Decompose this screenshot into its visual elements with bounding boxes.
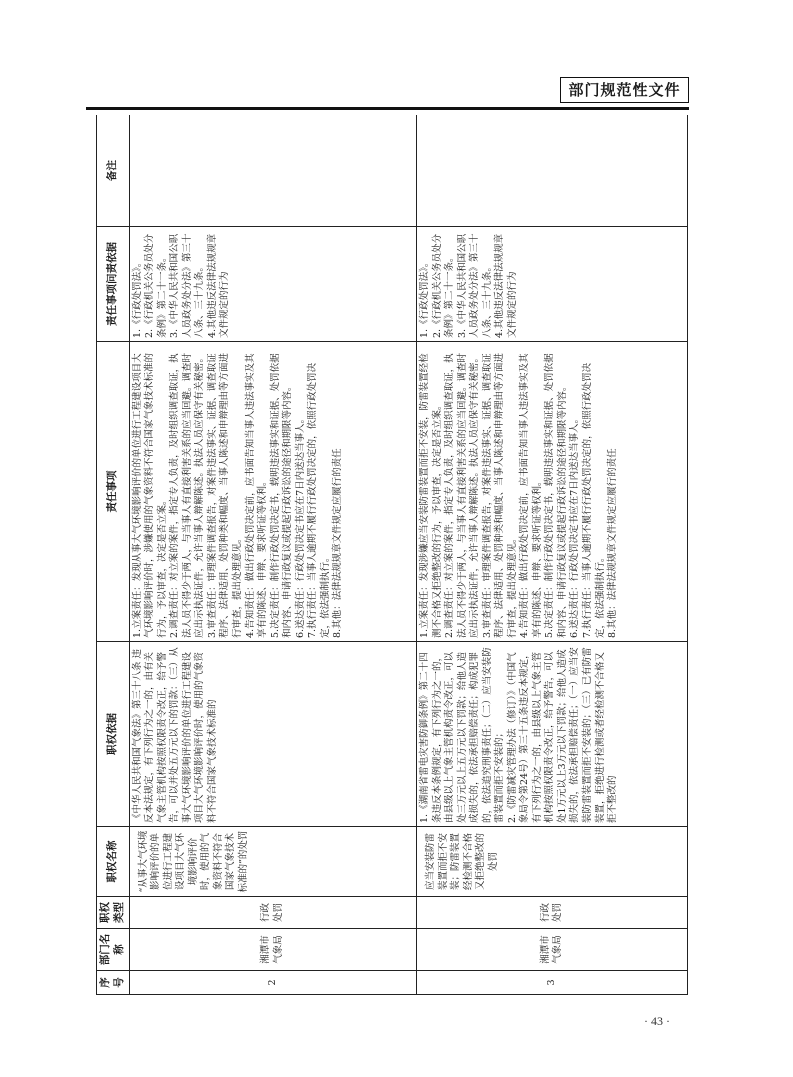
item-line: 8.其他：法律法规规章文件规定应履行的责任 xyxy=(332,448,344,638)
cell-name: 应当安装防雷装置而拒不安装；防雷装置经检测不合格又拒绝整改的处罚 xyxy=(417,827,688,897)
cell-items xyxy=(417,342,688,642)
item-line: 5.决定责任：制作行政处罚决定书，载明违法事实和证据、处罚依据和内容、申请行政复议或提起行政诉讼的途径和期限等内容。 xyxy=(544,353,568,638)
cell-resp-basis xyxy=(417,227,688,342)
page-number: · 43 · xyxy=(644,1014,670,1028)
resp-basis-line: 4.其他违反法律法规规章文件规定的行为 xyxy=(494,233,518,338)
page-header xyxy=(86,77,689,110)
item-line: 7.执行责任：当事人逾期不履行行政处罚决定的，依照行政处罚决定，依法强制执行。 xyxy=(307,362,331,638)
resp-basis-line: 4.其他违反法律法规规章文件规定的行为 xyxy=(206,233,231,338)
col-header-dept: 部门名称 xyxy=(97,929,130,971)
col-header-name: 职权名称 xyxy=(97,827,130,897)
item-line: 6.送达责任：行政处罚决定书应在7日内送达当事人。 xyxy=(294,413,306,638)
cell-basis xyxy=(417,642,688,827)
col-header-items: 责任事项 xyxy=(97,342,130,642)
document-category-badge: 部门规范性文件 xyxy=(560,77,689,103)
basis-line: 2.《防雷减灾管理办法（修订）》（中国气象局令第24号）第三十五条违反本规定，有下列行为之一的，由县级以上气象主管机构按照权限责令改正，给予警告，可以处1万元以上3万元以下罚款；给他人造成损失的，依法承担赔偿责任；（一）应当安装防雷装置而拒不安装的；（三）已有防雷装置，拒绝进行检测或者经检测不合格又拒不整改的 xyxy=(506,647,619,823)
cell-seq: 3 xyxy=(417,971,688,995)
item-line: 5.决定责任：制作行政处罚决定书，载明违法事实和证据、处罚依据和内容、申请行政复议或提起行政诉讼的途径和期限等内容。 xyxy=(269,353,294,638)
item-line: 7.执行责任：当事人逾期不履行行政处罚决定的，依照行政处罚决定，依法强制执行。 xyxy=(582,362,606,638)
resp-basis-line: 3.《中华人民共和国公职人员政务处分法》第三十八条、三十九条。 xyxy=(456,233,493,338)
item-line: 1.立案责任：发现涉嫌应当安装防雷装置而拒不安装，防雷装置经检测不合格又拒绝整改的行为，予以审查，决定是否立案。 xyxy=(419,353,443,638)
item-line: 4.告知责任：做出行政处罚决定前，应书面告知当事人违法事实及其享有的陈述、申辩、要求听证等权利。 xyxy=(519,353,543,638)
col-header-type: 职权类型 xyxy=(97,897,130,929)
col-header-remark: 备注 xyxy=(97,115,130,227)
cell-name: “从事大气环境影响评价的单位进行工程建设项目大气环境影响评价时，使用的气象资料不符合国家气象技术标准的”的处罚 xyxy=(129,827,416,897)
cell-type: 行政处罚 xyxy=(129,897,416,929)
item-line: 3.审查责任：审理案件调查报告，对案件违法事实、证据、调查取证程序、法律适用、处罚种类和幅度、当事人陈述和申辩理由等方面进行审查，提出处理意见。 xyxy=(481,352,518,638)
item-line: 1.立案责任：发现从事大气环境影响评价的单位进行工程建设项目大气环境影响评价时，涉嫌使用的气象资料不符合国家气象技术标准的行为，予以审查，决定是否立案。 xyxy=(131,352,168,638)
cell-dept: 湘潭市气象局 xyxy=(129,929,416,971)
cell-remark xyxy=(129,115,416,227)
col-header-basis: 职权依据 xyxy=(97,642,130,827)
cell-dept: 湘潭市气象局 xyxy=(417,929,688,971)
item-line: 4.告知责任：做出行政处罚决定前，应书面告知当事人违法事实及其享有的陈述、申辩、要求听证等权利。 xyxy=(244,353,269,638)
table-header-row xyxy=(97,115,130,995)
table-row xyxy=(129,115,416,995)
resp-basis-line: 2.《行政机关公务员处分条例》第二十一条。 xyxy=(144,233,168,338)
cell-items xyxy=(129,342,416,642)
cell-resp-basis xyxy=(129,227,416,342)
responsibility-table-container xyxy=(96,115,688,995)
col-header-seq: 序号 xyxy=(97,971,130,995)
resp-basis-line: 2.《行政机关公务员处分条例》第二十一条。 xyxy=(431,233,456,338)
basis-line: 1.《湖南省雷电灾害防御条例》第二十四条违反本条例规定，有下列行为之一的，由县级以上气象主管机构责令改正，可以处三万元以上五万元以下罚款；给他人造成损失的，依法承担赔偿责任；构成犯罪的，依法追究刑事责任；（二）应当安装防雷装置而拒不安装的； xyxy=(419,647,506,823)
item-line: 3.审查责任：审理案件调查报告，对案件违法事实、证据、调查取证程序、法律适用、处罚种类和幅度、当事人陈述和申辩理由等方面进行审查，提出处理意见。 xyxy=(206,352,243,638)
rotated-table-wrapper xyxy=(96,115,688,995)
cell-remark xyxy=(417,115,688,227)
col-header-resp-basis: 责任事项问责依据 xyxy=(97,227,130,342)
resp-basis-line: 1.《行政处罚法》。 xyxy=(131,257,143,338)
item-line: 2.调查责任：对立案的案件，指定专人负责，及时组织调查取证，执法人员不得少于两人，与当事人有直接利害关系的应当回避。调查时应出示执法证件，允许当事人辩解陈述。执法人员应保守有关秘密。 xyxy=(169,352,206,638)
item-line: 8.其他：法律法规规章文件规定应履行的责任 xyxy=(607,448,619,638)
table-row xyxy=(417,115,688,995)
cell-seq: 2 xyxy=(129,971,416,995)
resp-basis-line: 3.《中华人民共和国公职人员政务处分法》第三十八条、三十九条。 xyxy=(169,233,206,338)
item-line: 6.送达责任：行政处罚决定书应在7日内送达当事人。 xyxy=(569,413,581,638)
item-line: 2.调查责任：对立案的案件，指定专人负责，及时组织调查取证，执法人员不得少于两人，与当事人有直接利害关系的应当回避。调查时应出示执法证件，允许当事人辩解陈述。执法人员应保守有关秘密。 xyxy=(444,352,481,638)
cell-basis: 《中华人民共和国气象法》第三十八条 违反本法规定，有下列行为之一的，由有关气象主管机构按照权限责令改正，给予警告，可以并处五万元以下的罚款：（三）从事大气环境影响评价的单位进行工程建设项目大气环境影响评价时，使用的气象资料不符合国家气象技术标准的 xyxy=(129,642,416,827)
responsibility-table xyxy=(96,115,688,995)
resp-basis-line: 1.《行政处罚法》。 xyxy=(419,257,431,338)
cell-type: 行政处罚 xyxy=(417,897,688,929)
